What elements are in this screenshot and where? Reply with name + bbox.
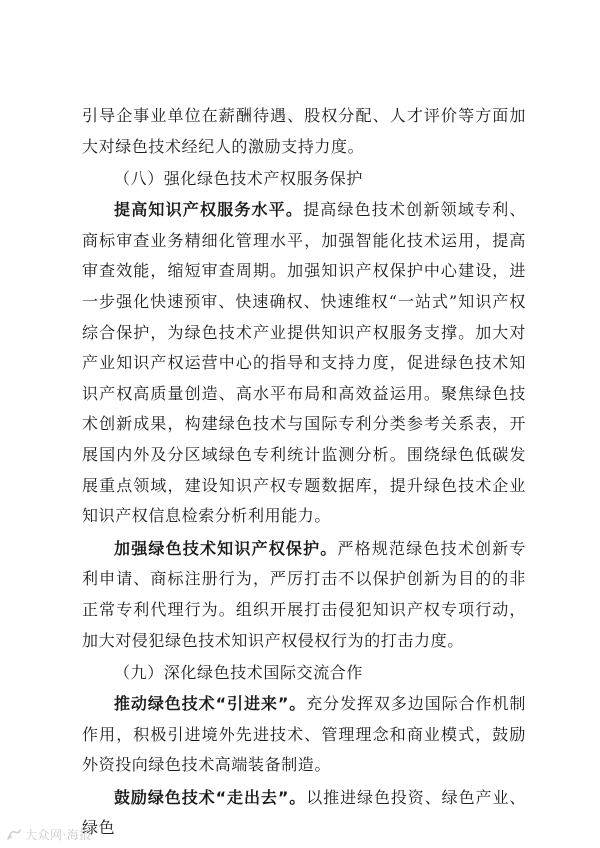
paragraph-text: 提高绿色技术创新领域专利、商标审查业务精细化管理水平，加强智能化技术运用，提高审查效能，缩短审查周期。加强知识产权保护中心建设，进一步强化快速预审、快速确权、快速维权“一站式”知识产权综合保护，为绿色技术产业提供知识产权服务支撑。加大对产业知识产权运营中心的指导和支持力度，促进绿色技术知识产权高质量创造、高水平布局和高效益运用。聚焦绿色技术创新成果，构建绿色技术与国际专利分类参考关系表，开展国内外及分区域绿色专利统计监测分析。围绕绿色低碳发展重点领域，建设知识产权专题数据库，提升绿色技术企业知识产权信息检索分析利用能力。 xyxy=(82,200,526,526)
logo-icon xyxy=(6,828,22,842)
section-heading-9: （九）深化绿色技术国际交流合作 xyxy=(114,663,364,683)
paragraph-text: 引导企事业单位在薪酬待遇、股权分配、人才评价等方面加大对绿色技术经纪人的激励支持力度。 xyxy=(82,106,526,156)
paragraph-lead: 推动绿色技术“引进来”。 xyxy=(114,694,307,714)
paragraph-text: 严格规范绿色技术创新专利申请、商标注册行为，严厉打击不以保护创新为目的的非正常专利代理行为。组织开展打击侵犯知识产权专项行动，加大对侵犯绿色技术知识产权侵权行为的打击力度。 xyxy=(82,538,526,650)
paragraph-bring-in xyxy=(82,689,526,781)
watermark xyxy=(6,826,92,843)
paragraph-text: 以推进绿色投资、绿色产业、绿色 xyxy=(82,787,526,838)
paragraph-lead: 加强绿色技术知识产权保护。 xyxy=(114,538,338,558)
document-body xyxy=(82,101,526,844)
paragraph-ip-service xyxy=(82,195,526,532)
paragraph-ip-protection xyxy=(82,534,526,656)
paragraph-incentive-support xyxy=(82,101,526,162)
paragraph-lead: 鼓励绿色技术“走出去”。 xyxy=(114,787,307,807)
paragraph-lead: 提高知识产权服务水平。 xyxy=(114,200,304,220)
watermark-text: 大众网·海报 xyxy=(25,828,92,842)
paragraph-go-out xyxy=(82,783,526,844)
paragraph-text: 充分发挥双多边国际合作机制作用，积极引进境外先进技术、管理理念和商业模式，鼓励外资投向绿色技术高端装备制造。 xyxy=(82,694,526,775)
section-heading-8: （八）强化绿色技术产权服务保护 xyxy=(114,169,364,189)
